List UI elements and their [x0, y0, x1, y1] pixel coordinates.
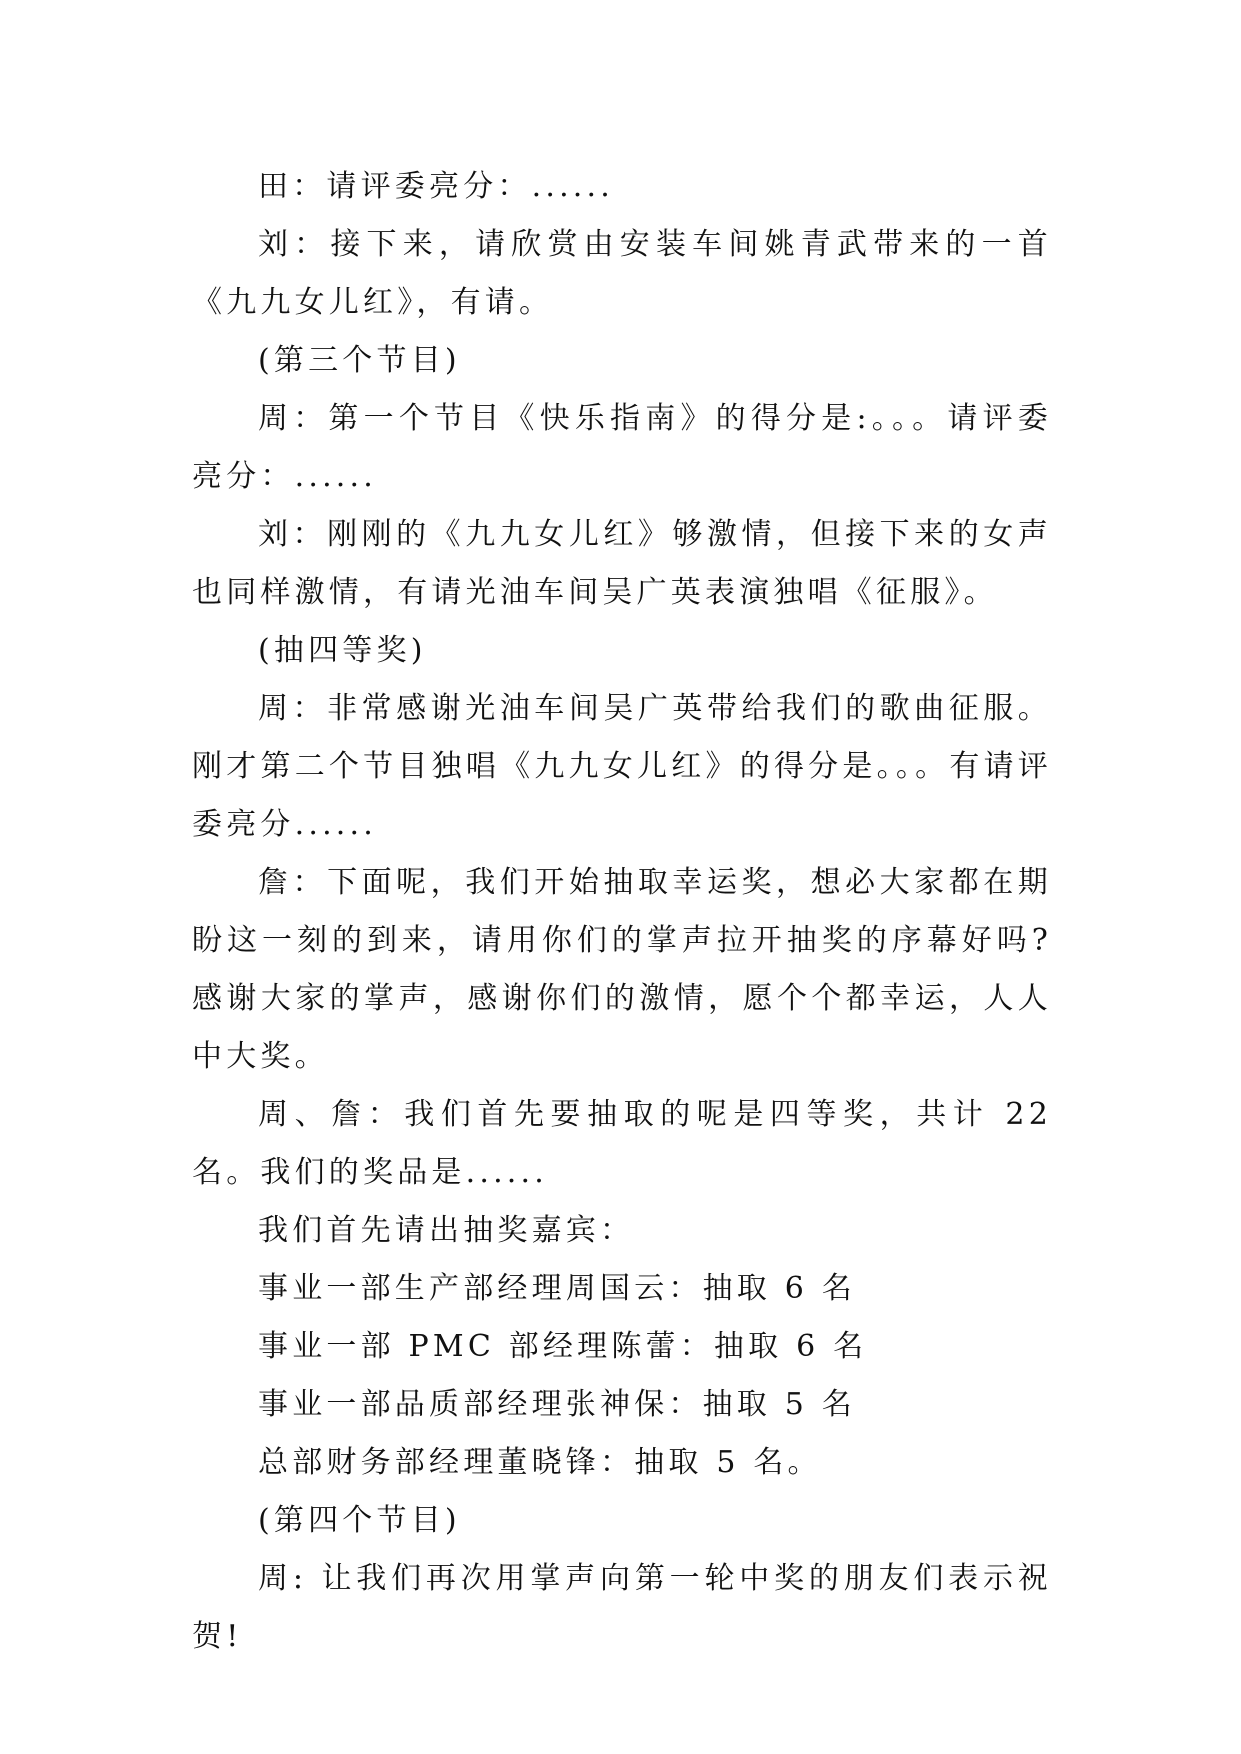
- paragraph: 总部财务部经理董晓锋：抽取 5 名。: [258, 1445, 822, 1480]
- paragraph: 田：请评委亮分：......: [258, 169, 615, 204]
- paragraph: 事业一部 PMC 部经理陈蕾：抽取 6 名: [258, 1329, 868, 1364]
- paragraph: 刘：刚刚的《九九女儿红》够激情，但接下来的女声也同样激情，有请光油车间吴广英表演独唱《征服》。: [192, 517, 1052, 610]
- paragraph: 我们首先请出抽奖嘉宾：: [258, 1213, 635, 1248]
- paragraph: 周：第一个节目《快乐指南》的得分是:。。。请评委亮分：......: [192, 401, 1052, 494]
- paragraph: (第四个节目): [258, 1503, 461, 1538]
- document-body: [192, 158, 1052, 1666]
- paragraph: 周: 让我们再次用掌声向第一轮中奖的朋友们表示祝贺!: [192, 1561, 1052, 1654]
- paragraph: 周、詹：我们首先要抽取的呢是四等奖，共计 22 名。我们的奖品是......: [192, 1097, 1052, 1190]
- paragraph: (抽四等奖): [258, 633, 427, 668]
- paragraph: 事业一部品质部经理张神保：抽取 5 名: [258, 1387, 856, 1422]
- paragraph: 事业一部生产部经理周国云：抽取 6 名: [258, 1271, 856, 1306]
- paragraph: (第三个节目): [258, 343, 461, 378]
- paragraph: 周：非常感谢光油车间吴广英带给我们的歌曲征服。刚才第二个节目独唱《九九女儿红》的得分是。。。有请评委亮分......: [192, 691, 1052, 842]
- paragraph: 刘：接下来，请欣赏由安装车间姚青武带来的一首《九九女儿红》，有请。: [192, 227, 1052, 320]
- paragraph: 詹：下面呢，我们开始抽取幸运奖，想必大家都在期盼这一刻的到来，请用你们的掌声拉开抽奖的序幕好吗?感谢大家的掌声，感谢你们的激情，愿个个都幸运，人人中大奖。: [192, 865, 1052, 1074]
